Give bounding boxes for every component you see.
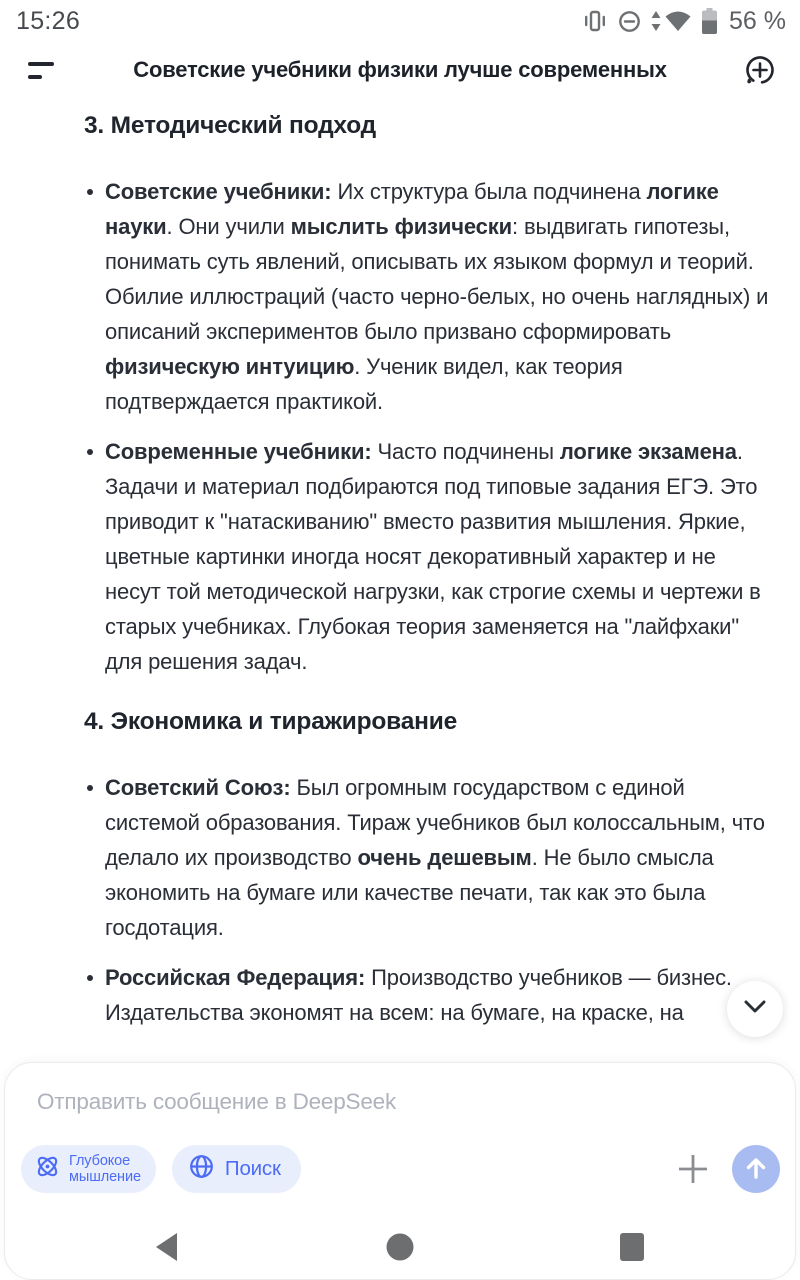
section-heading: 4. Экономика и тиражирование (84, 708, 458, 735)
bullet-item: Советский Союз: Был огромным государством с единой системой образования. Тираж учебников был колоссальным, что делало их производство очень дешевым. Не было смысла экономить на бумаге или качестве печати, так как это была госдотация. (84, 770, 770, 945)
wifi-icon (664, 9, 692, 33)
updown-arrows-icon (651, 9, 661, 33)
bullet-item: Российская Федерация: Производство учебников — бизнес. Издательства экономят на всем: на бумаге, на краске, на (84, 960, 770, 1030)
bullet-item: Советские учебники: Их структура была подчинена логике науки. Они учили мыслить физически: выдвигать гипотезы, понимать суть явлений, описывать их языком формул и теорий. Обилие иллюстраций (часто черно-белых, но очень наглядных) и описаний экспериментов было призвано сформировать физическую интуицию. Ученик видел, как теория подтверждается практикой. (84, 174, 770, 419)
attach-plus-icon[interactable] (675, 1151, 711, 1187)
clock: 15:26 (16, 6, 81, 35)
chevron-down-icon (744, 1000, 766, 1018)
back-triangle-icon[interactable] (126, 1214, 206, 1280)
section-heading: 3. Методический подход (84, 112, 377, 139)
new-chat-icon[interactable] (742, 52, 778, 88)
battery-percent: 56 % (729, 6, 786, 35)
bullet-list (84, 174, 770, 679)
battery-icon (701, 7, 718, 35)
status-bar (0, 0, 800, 40)
deep-thinking-toggle[interactable] (21, 1145, 156, 1193)
composer-toolbar (21, 1145, 780, 1193)
globe-icon (188, 1153, 215, 1185)
arrow-up-icon (743, 1155, 769, 1184)
vibrate-icon (582, 8, 608, 34)
android-nav-bar (0, 1214, 800, 1280)
recents-square-icon[interactable] (592, 1214, 672, 1280)
search-toggle[interactable] (172, 1145, 301, 1193)
atom-icon (34, 1153, 61, 1185)
deep-thinking-label: Глубокое мышление (69, 1152, 141, 1185)
do-not-disturb-icon (617, 9, 642, 34)
send-button[interactable] (732, 1145, 780, 1193)
chat-title: Советские учебники физики лучше современных (133, 57, 667, 82)
home-circle-icon[interactable] (360, 1214, 440, 1280)
sidebar-menu-icon[interactable] (26, 54, 58, 86)
bullet-item: Современные учебники: Часто подчинены логике экзамена. Задачи и материал подбираются под типовые задания ЕГЭ. Это приводит к "натаскиванию" вместо развития мышления. Яркие, цветные картинки иногда носят декоративный характер и не несут той методической нагрузки, как строгие схемы и чертежи в старых учебниках. Глубокая теория заменяется на "лайфхаки" для решения задач. (84, 434, 770, 679)
app-header (0, 40, 800, 100)
message-input[interactable]: Отправить сообщение в DeepSeek (37, 1089, 397, 1114)
search-label: Поиск (224, 1157, 281, 1180)
scroll-to-bottom-button[interactable] (727, 981, 783, 1037)
bullet-list (84, 770, 770, 1030)
